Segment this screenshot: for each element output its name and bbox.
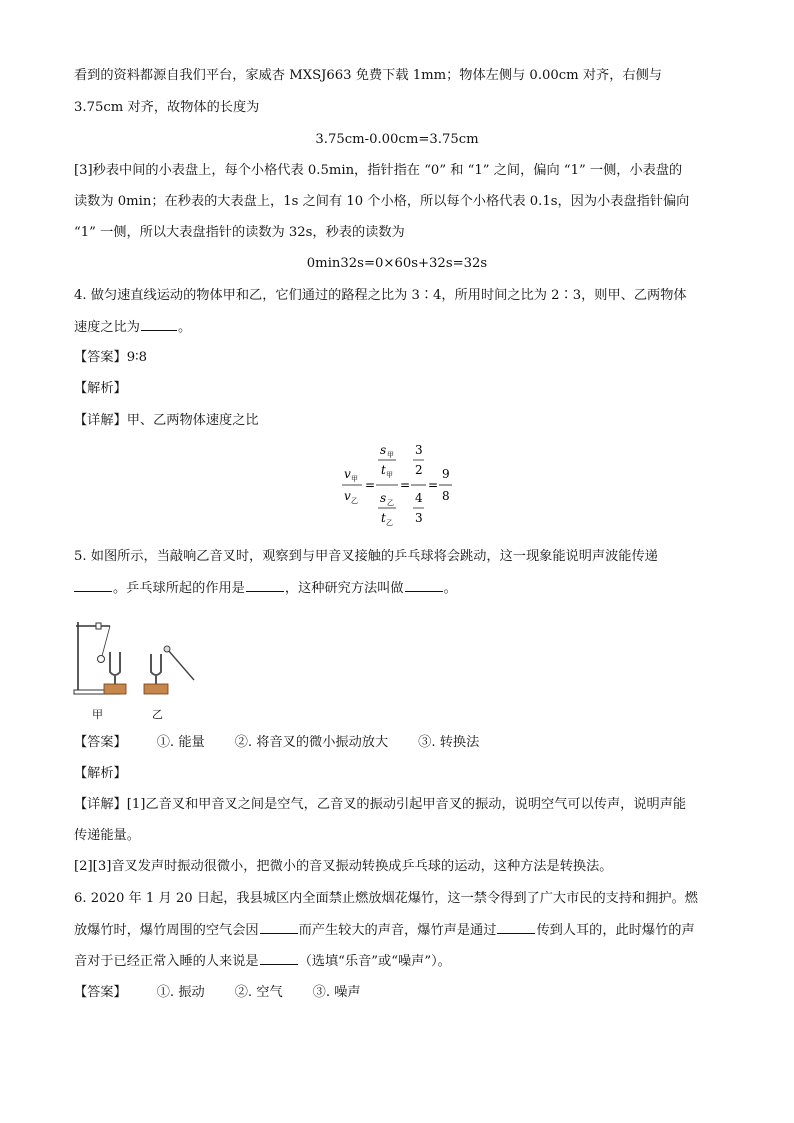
detail-text: 甲、乙两物体速度之比 bbox=[126, 413, 259, 428]
question-4-text: 。 bbox=[177, 320, 192, 335]
formula-number: 3 bbox=[415, 443, 423, 457]
analysis-label: 【解析】 bbox=[74, 766, 127, 781]
formula-t-yi-sub: 乙 bbox=[386, 519, 393, 527]
detail-line bbox=[74, 795, 686, 815]
question-6-text: 而产生较大的声音，爆竹声是通过 bbox=[298, 923, 497, 938]
answer-option-1: ①. 振动 bbox=[156, 985, 205, 1000]
mallet-handle bbox=[168, 650, 194, 680]
equals-sign: = bbox=[428, 478, 439, 492]
answer-line bbox=[74, 733, 479, 753]
formula-v-jia: v bbox=[344, 467, 351, 481]
answer-value: 9∶8 bbox=[126, 350, 147, 365]
formula-number: 8 bbox=[442, 489, 450, 503]
resonance-box-jia bbox=[104, 684, 126, 694]
question-5-line-1: 5. 如图所示，当敲响乙音叉时，观察到与甲音叉接触的乒乓球将会跳动，这一现象能说明声波能传递 bbox=[74, 549, 658, 564]
text-line: [3]秒表中间的小表盘上，每个小格代表 0.5min，指针指在 “0” 和 “1” 之间，偏向 “1” 一侧，小表盘的 bbox=[74, 163, 683, 178]
detail-tag: 【详解】 bbox=[74, 413, 127, 428]
detail-line: 传递能量。 bbox=[74, 828, 140, 843]
clamp bbox=[96, 623, 101, 629]
formula-s-yi: s bbox=[380, 491, 387, 505]
analysis-label: 【解析】 bbox=[74, 381, 127, 396]
answer-tag: 【答案】 bbox=[74, 735, 127, 750]
formula-number: 2 bbox=[415, 463, 423, 477]
answer-option-1: ①. 能量 bbox=[156, 735, 205, 750]
equation-length: 3.75cm-0.00cm=3.75cm bbox=[315, 132, 479, 147]
answer-tag: 【答案】 bbox=[74, 985, 127, 1000]
question-6-line-2 bbox=[74, 920, 695, 941]
formula-number: 9 bbox=[442, 467, 450, 481]
detail-line bbox=[74, 411, 259, 431]
formula-s-jia: s bbox=[380, 443, 387, 457]
analysis-tag bbox=[74, 379, 127, 399]
question-4-text: 速度之比为 bbox=[74, 320, 140, 335]
text-line: 3.75cm 对齐，故物体的长度为 bbox=[74, 100, 260, 115]
formula-t-jia-sub: 甲 bbox=[386, 471, 393, 479]
formula-number: 4 bbox=[415, 491, 423, 505]
answer-blank bbox=[405, 578, 443, 592]
resonance-box-yi bbox=[144, 684, 168, 694]
fork-yi bbox=[151, 654, 161, 675]
detail-line: [2][3]音叉发声时振动很微小，把微小的音叉振动转换成乒乓球的运动，这种方法是转换法。 bbox=[74, 859, 613, 874]
question-5-text: 。乒乓球所起的作用是 bbox=[113, 581, 245, 596]
analysis-tag bbox=[74, 764, 127, 784]
answer-blank bbox=[246, 578, 284, 592]
text-line: “1” 一侧，所以大表盘指针的读数为 32s，秒表的读数为 bbox=[74, 225, 405, 240]
formula-t-jia: t bbox=[381, 463, 386, 477]
detail-tag: 【详解】 bbox=[74, 797, 127, 812]
string bbox=[102, 626, 110, 656]
formula-v-jia-sub: 甲 bbox=[351, 475, 358, 483]
formula-v-yi: v bbox=[344, 489, 351, 503]
answer-line bbox=[74, 983, 361, 1003]
question-4-line-2 bbox=[74, 317, 191, 338]
question-5-text: 。 bbox=[443, 581, 457, 596]
answer-option-3: ③. 噪声 bbox=[312, 985, 361, 1000]
answer-option-2: ②. 空气 bbox=[234, 985, 283, 1000]
formula-s-yi-sub: 乙 bbox=[387, 499, 394, 507]
formula-number: 3 bbox=[415, 511, 423, 525]
tuning-fork-figure bbox=[66, 612, 206, 722]
question-6-line-1: 6. 2020 年 1 月 20 日起，我县城区内全面禁止燃放烟花爆竹，这一禁令得到了广大市民的支持和拥护。燃 bbox=[74, 891, 698, 906]
answer-tag: 【答案】 bbox=[74, 350, 127, 365]
formula-v-yi-sub: 乙 bbox=[351, 497, 358, 505]
velocity-ratio-formula bbox=[340, 440, 460, 530]
answer-line bbox=[74, 348, 147, 368]
tuning-fork-diagram bbox=[66, 612, 206, 707]
fork-jia bbox=[110, 652, 120, 675]
equation-stopwatch: 0min32s=0×60s+32s=32s bbox=[306, 256, 488, 271]
question-6-text: 传到人耳的，此时爆竹的声 bbox=[536, 923, 695, 938]
answer-blank bbox=[141, 317, 177, 331]
answer-blank bbox=[497, 920, 535, 934]
formula-t-yi: t bbox=[381, 511, 386, 525]
answer-blank bbox=[74, 578, 112, 592]
question-6-text: 音对于已经正常入睡的人来说是 bbox=[74, 954, 259, 969]
text-line: 看到的资料都源自我们平台，家威杏 MXSJ663 免费下载 1mm；物体左侧与 0.00cm 对齐，右侧与 bbox=[74, 68, 662, 83]
equals-sign: = bbox=[400, 478, 411, 492]
question-6-line-3 bbox=[74, 951, 451, 972]
mallet-head bbox=[164, 646, 170, 652]
question-4-line-1: 4. 做匀速直线运动的物体甲和乙，它们通过的路程之比为 3∶4，所用时间之比为 2∶3，则甲、乙两物体 bbox=[74, 288, 687, 303]
answer-blank bbox=[260, 920, 298, 934]
detail-text: [1]乙音叉和甲音叉之间是空气，乙音叉的振动引起甲音叉的振动，说明空气可以传声，说明声能 bbox=[126, 797, 687, 812]
ping-pong-ball bbox=[98, 656, 105, 663]
question-6-text: 放爆竹时，爆竹周围的空气会因 bbox=[74, 923, 259, 938]
figure-label-yi: 乙 bbox=[152, 708, 163, 721]
answer-option-2: ②. 将音叉的微小振动放大 bbox=[234, 735, 389, 750]
figure-label-jia: 甲 bbox=[92, 708, 103, 721]
question-5-line-2 bbox=[74, 578, 457, 599]
question-5-text: ，这种研究方法叫做 bbox=[284, 581, 404, 596]
equals-sign: = bbox=[365, 478, 376, 492]
answer-blank bbox=[260, 951, 298, 965]
question-6-text: （选填“乐音”或“噪声”）。 bbox=[298, 954, 451, 969]
formula-s-jia-sub: 甲 bbox=[387, 451, 394, 459]
answer-option-3: ③. 转换法 bbox=[418, 735, 480, 750]
text-line: 读数为 0min；在秒表的大表盘上，1s 之间有 10 个小格，所以每个小格代表 0.1s，因为小表盘指针偏向 bbox=[74, 194, 690, 209]
